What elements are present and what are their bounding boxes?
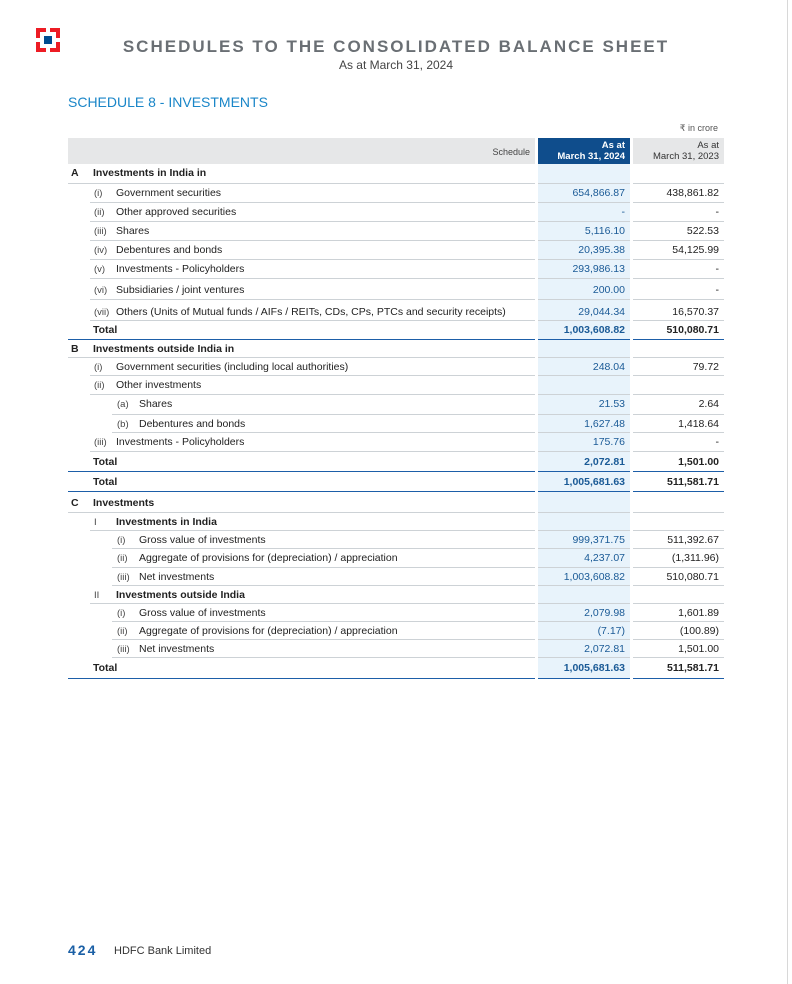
page-edge-rule xyxy=(787,0,788,984)
row-divider xyxy=(68,339,535,340)
previous-year-value: - xyxy=(715,263,719,275)
row-divider xyxy=(633,183,724,184)
item-number: (i) xyxy=(94,362,103,373)
sub-item-number: (i) xyxy=(117,608,126,619)
sub-item-number: (b) xyxy=(117,419,129,430)
row-divider xyxy=(538,548,630,549)
row-divider xyxy=(538,240,630,241)
sub-item-number: (iii) xyxy=(117,644,130,655)
row-label: Net investments xyxy=(139,643,215,655)
item-number: (iii) xyxy=(94,226,107,237)
row-divider xyxy=(633,567,724,568)
current-year-value: 4,237.07 xyxy=(584,552,625,564)
row-divider xyxy=(633,394,724,395)
current-year-value: 1,003,608.82 xyxy=(563,324,625,336)
row-divider xyxy=(633,603,724,604)
row-divider xyxy=(90,240,535,241)
item-number: (vi) xyxy=(94,285,108,296)
row-divider xyxy=(68,183,535,184)
row-divider xyxy=(538,394,630,395)
current-year-value: 2,072.81 xyxy=(584,456,625,468)
row-divider xyxy=(112,657,535,658)
previous-year-value: 79.72 xyxy=(692,361,719,373)
row-label: Net investments xyxy=(139,571,215,583)
previous-year-value: 510,080.71 xyxy=(666,571,719,583)
row-divider xyxy=(90,202,535,203)
row-divider xyxy=(112,585,535,586)
row-label: Subsidiaries / joint ventures xyxy=(116,284,245,296)
row-divider xyxy=(538,202,630,203)
row-divider xyxy=(90,375,535,376)
previous-year-value: 1,418.64 xyxy=(678,418,719,430)
row-divider xyxy=(633,548,724,549)
row-label: Shares xyxy=(116,225,150,237)
current-year-value: 1,005,681.63 xyxy=(563,662,625,674)
row-divider xyxy=(538,585,630,586)
row-label: Aggregate of provisions for (depreciation) / appreciation xyxy=(139,552,398,564)
row-label: Investments xyxy=(93,497,155,509)
row-divider xyxy=(538,375,630,376)
previous-year-value: - xyxy=(715,284,719,296)
current-year-value: 248.04 xyxy=(592,361,625,373)
row-divider xyxy=(538,512,630,513)
previous-year-header xyxy=(633,138,724,164)
current-year-value: 175.76 xyxy=(592,436,625,448)
current-year-value: 5,116.10 xyxy=(584,225,625,237)
row-divider xyxy=(633,278,724,279)
row-divider xyxy=(633,432,724,433)
row-divider xyxy=(538,603,630,604)
row-label: Government securities (including local authorities) xyxy=(116,361,349,373)
item-number: (ii) xyxy=(94,207,105,218)
row-divider xyxy=(90,394,535,395)
schedule-column-header: Schedule xyxy=(492,147,530,157)
row-divider xyxy=(68,678,535,679)
previous-year-value: 510,080.71 xyxy=(666,324,719,336)
row-label: Investments outside India xyxy=(116,589,245,601)
current-year-value: 999,371.75 xyxy=(572,534,625,546)
row-label: Other investments xyxy=(116,379,202,391)
section-letter: A xyxy=(71,167,79,179)
current-year-value: (7.17) xyxy=(597,625,625,637)
row-label: Investments in India xyxy=(116,516,217,528)
row-divider xyxy=(90,259,535,260)
row-divider xyxy=(112,621,535,622)
current-year-value: 293,986.13 xyxy=(572,263,625,275)
row-divider xyxy=(112,548,535,549)
current-year-header xyxy=(538,138,630,164)
row-divider xyxy=(68,357,535,358)
row-label: Other approved securities xyxy=(116,206,237,218)
sub-item-number: (ii) xyxy=(117,553,128,564)
current-year-value: 29,044.34 xyxy=(578,306,625,318)
row-divider xyxy=(538,183,630,184)
row-divider xyxy=(112,432,535,433)
row-label: Debentures and bonds xyxy=(139,418,246,430)
previous-year-header-line2: March 31, 2023 xyxy=(652,151,719,162)
row-label: Total xyxy=(93,324,118,336)
row-divider xyxy=(633,678,724,679)
row-divider xyxy=(90,320,535,321)
current-year-header-line1: As at xyxy=(601,140,625,151)
page-title: SCHEDULES TO THE CONSOLIDATED BALANCE SHEET xyxy=(122,37,670,56)
page-number: 424 xyxy=(68,942,98,958)
row-label: Gross value of investments xyxy=(139,607,266,619)
row-divider xyxy=(112,567,535,568)
row-divider xyxy=(633,414,724,415)
row-label: Government securities xyxy=(116,187,222,199)
row-divider xyxy=(633,299,724,300)
schedule-heading: SCHEDULE 8 - INVESTMENTS xyxy=(68,94,268,110)
row-divider xyxy=(633,259,724,260)
previous-year-value: 54,125.99 xyxy=(672,244,719,256)
section-letter: C xyxy=(71,497,79,509)
row-divider xyxy=(90,451,535,452)
row-divider xyxy=(633,585,724,586)
row-divider xyxy=(538,357,630,358)
row-divider xyxy=(538,639,630,640)
sub-item-number: (iii) xyxy=(117,572,130,583)
current-year-value: 20,395.38 xyxy=(578,244,625,256)
previous-year-value: 1,601.89 xyxy=(678,607,719,619)
row-divider xyxy=(112,639,535,640)
row-divider xyxy=(90,278,535,279)
row-divider xyxy=(538,320,630,321)
row-divider xyxy=(538,621,630,622)
previous-year-value: - xyxy=(715,436,719,448)
row-divider xyxy=(633,357,724,358)
row-divider xyxy=(538,221,630,222)
row-label: Investments - Policyholders xyxy=(116,436,245,448)
row-label: Investments in India in xyxy=(93,167,207,179)
row-divider xyxy=(538,530,630,531)
row-label: Total xyxy=(93,662,118,674)
row-divider xyxy=(538,339,630,340)
row-divider xyxy=(538,299,630,300)
row-divider xyxy=(90,221,535,222)
sub-item-number: (a) xyxy=(117,399,129,410)
previous-year-value: (1,311.96) xyxy=(671,552,719,564)
row-label: Investments - Policyholders xyxy=(116,263,245,275)
row-divider xyxy=(633,221,724,222)
row-divider xyxy=(633,451,724,452)
previous-year-value: 511,392.67 xyxy=(667,534,719,546)
row-divider xyxy=(633,512,724,513)
row-divider xyxy=(68,471,535,472)
row-divider xyxy=(538,657,630,658)
row-divider xyxy=(538,432,630,433)
row-label: Aggregate of provisions for (depreciation) / appreciation xyxy=(139,625,398,637)
previous-year-value: - xyxy=(715,206,719,218)
current-year-value: 2,072.81 xyxy=(584,643,625,655)
row-divider xyxy=(538,451,630,452)
row-label: Investments outside India in xyxy=(93,343,235,355)
row-label: Debentures and bonds xyxy=(116,244,223,256)
current-year-header-line2: March 31, 2024 xyxy=(557,151,625,162)
item-number: (iv) xyxy=(94,245,108,256)
row-divider xyxy=(538,278,630,279)
item-number: (ii) xyxy=(94,380,105,391)
sub-item-number: (i) xyxy=(117,535,126,546)
item-number: (v) xyxy=(94,264,106,275)
row-divider xyxy=(538,414,630,415)
row-label: Gross value of investments xyxy=(139,534,266,546)
previous-year-value: 2.64 xyxy=(698,398,719,410)
page-subtitle: As at March 31, 2024 xyxy=(338,58,454,72)
row-divider xyxy=(538,567,630,568)
row-divider xyxy=(90,530,535,531)
item-number: (iii) xyxy=(94,437,107,448)
row-divider xyxy=(112,414,535,415)
company-name: HDFC Bank Limited xyxy=(114,945,212,957)
previous-year-header-line1: As at xyxy=(697,140,719,151)
previous-year-value: 511,581.71 xyxy=(667,476,719,488)
sub-item-number: (ii) xyxy=(117,626,128,637)
previous-year-value: 16,570.37 xyxy=(672,306,719,318)
previous-year-value: 522.53 xyxy=(686,225,719,237)
row-divider xyxy=(633,657,724,658)
previous-year-value: 438,861.82 xyxy=(666,187,719,199)
section-letter: B xyxy=(71,343,79,355)
row-divider xyxy=(538,259,630,260)
item-number: (vii) xyxy=(94,307,110,318)
row-divider xyxy=(633,202,724,203)
row-label: Shares xyxy=(139,398,173,410)
previous-year-value: 1,501.00 xyxy=(678,643,719,655)
row-divider xyxy=(68,512,535,513)
row-divider xyxy=(633,621,724,622)
previous-year-value: 511,581.71 xyxy=(667,662,719,674)
current-year-value: 1,003,608.82 xyxy=(563,571,625,583)
unit-label: ₹ in crore xyxy=(679,123,718,133)
current-year-value: 21.53 xyxy=(598,398,625,410)
item-number: (i) xyxy=(94,188,103,199)
row-divider xyxy=(633,240,724,241)
previous-year-value: (100.89) xyxy=(679,625,719,637)
current-year-value: 1,005,681.63 xyxy=(563,476,625,488)
previous-year-value: 1,501.00 xyxy=(678,456,719,468)
current-year-value: 654,866.87 xyxy=(572,187,625,199)
current-year-value: - xyxy=(621,206,625,218)
row-divider xyxy=(538,471,630,472)
current-year-value: 200.00 xyxy=(592,284,625,296)
row-divider xyxy=(90,603,535,604)
current-year-value: 2,079.98 xyxy=(584,607,625,619)
current-year-value: 1,627.48 xyxy=(584,418,625,430)
row-label: Others (Units of Mutual funds / AIFs / REITs, CDs, CPs, PTCs and security receipts) xyxy=(116,306,506,318)
row-divider xyxy=(538,678,630,679)
row-divider xyxy=(633,339,724,340)
row-divider xyxy=(633,375,724,376)
row-label: Total xyxy=(93,456,118,468)
item-number: II xyxy=(94,590,100,601)
row-divider xyxy=(633,491,724,492)
row-divider xyxy=(633,320,724,321)
row-divider xyxy=(90,299,535,300)
row-divider xyxy=(633,471,724,472)
row-divider xyxy=(68,491,535,492)
row-divider xyxy=(633,530,724,531)
row-divider xyxy=(633,639,724,640)
row-divider xyxy=(538,491,630,492)
item-number: I xyxy=(94,517,97,528)
row-label: Total xyxy=(93,476,118,488)
